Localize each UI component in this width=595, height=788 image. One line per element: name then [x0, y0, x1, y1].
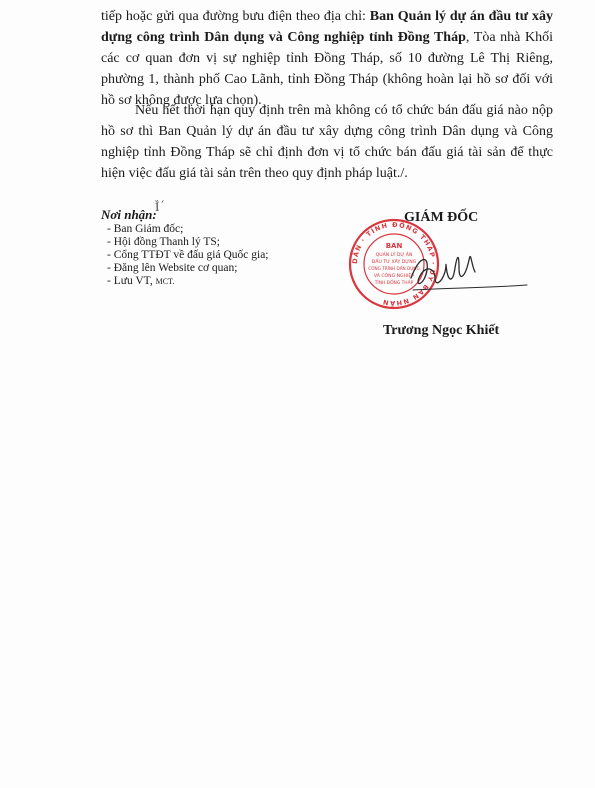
signer-title: GIÁM ĐỐC [404, 210, 479, 225]
seal-line: VÀ CÔNG NGHIỆP [373, 274, 415, 279]
recipient-item: - Đăng lên Website cơ quan; [107, 262, 238, 274]
seal-line: ĐẦU TƯ XÂY DỰNG [371, 260, 417, 265]
recipient-item: - Hội đồng Thanh lý TS; [107, 236, 220, 248]
recipient-item: - Ban Giám đốc; [107, 223, 184, 235]
signer-name: Trương Ngọc Khiết [383, 323, 500, 338]
paragraph-address-bold: Ban Quản lý dự án đầu tư xây dựng công trình Dân dụng và Công nghiệp tỉnh Đồng Tháp [101, 9, 553, 45]
paragraph-address-lead: tiếp hoặc gửi qua đường bưu điện theo địa chỉ: [101, 9, 370, 24]
seal-line: BAN [385, 242, 403, 250]
signature-icon [405, 238, 535, 298]
paragraph-fallback: Nếu hết thời hạn quy định trên mà không có tổ chức bán đấu giá nào nộp hồ sơ thì Ban Quản lý dự án đầu tư xây dựng công trình Dân dụng và Công nghiệp tỉnh Đồng Tháp sẽ chỉ định đơn vị tổ chức bán đấu giá tài sản để thực hiện việc đấu giá tài sản trên theo quy định pháp luật./. [101, 103, 553, 181]
paragraph-address [101, 6, 553, 111]
seal-line: TỈNH ĐỒNG THÁP [374, 281, 414, 286]
recipients-list [107, 223, 269, 288]
paragraph-address-tail: , Tòa nhà Khối các cơ quan đơn vị sự nghiệp tỉnh Đồng Tháp, số 10 đường Lê Thị Riêng, phường 1, thành phố Cao Lãnh, tỉnh Đồng Tháp (không hoàn lại hồ sơ đối với hồ sơ không được lựa chọn). [101, 30, 553, 108]
seal-outer-text: DÂN · TỈNH ĐỒNG THÁP · ỦY BAN NHÂN [350, 220, 438, 308]
recipients-block [101, 208, 269, 288]
recipient-item-last [107, 275, 269, 288]
recipient-item-text: - Lưu VT, [107, 275, 156, 287]
recipient-item: - Cổng TTĐT về đấu giá Quốc gia; [107, 249, 269, 261]
initial-mark: Ȉ´ [153, 199, 167, 214]
recipients-title: Nơi nhận: [101, 207, 157, 222]
recipient-item-suffix: MCT. [155, 277, 175, 286]
seal-line: CÔNG TRÌNH DÂN DỤNG [368, 266, 420, 271]
seal-line: QUẢN LÝ DỰ ÁN [375, 253, 413, 258]
